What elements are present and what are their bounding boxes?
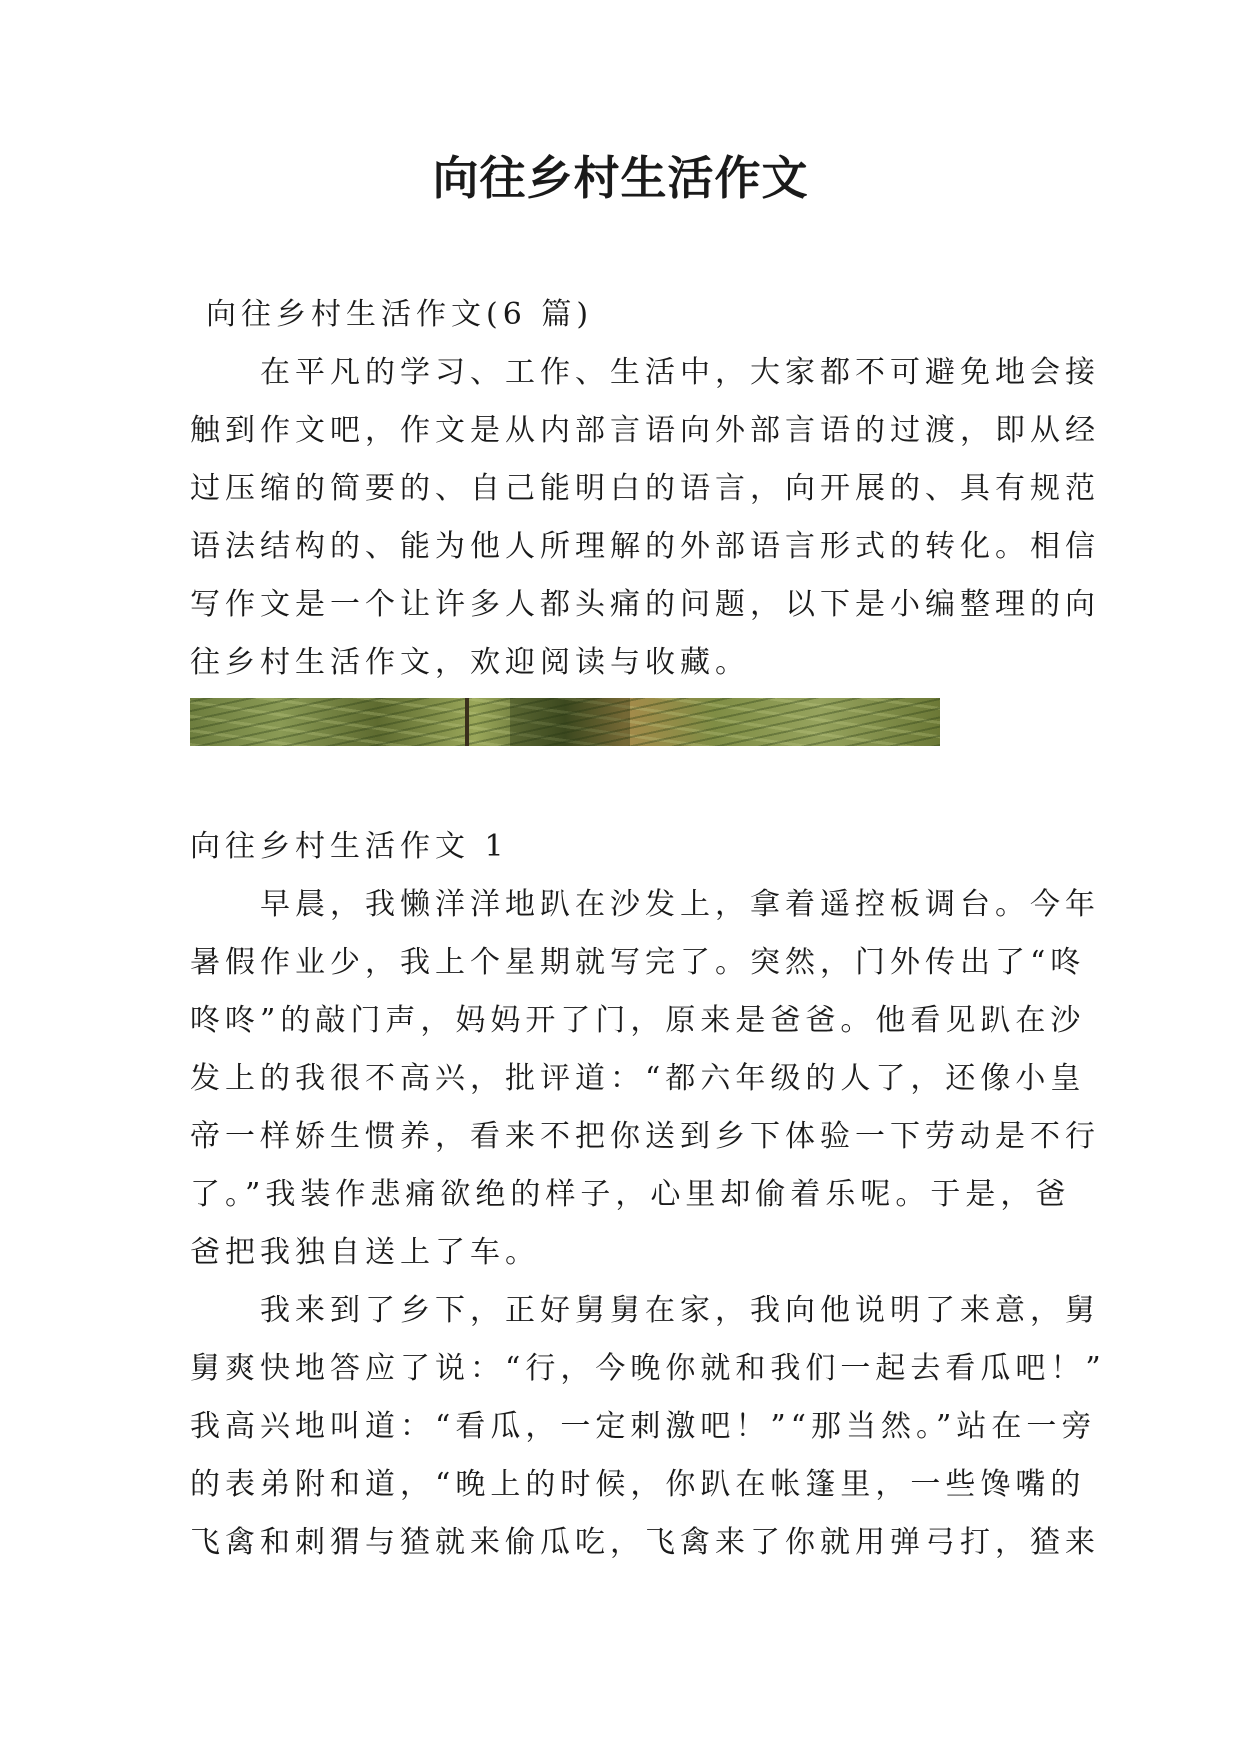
intro-line: 写作文是一个让许多人都头痛的问题，以下是小编整理的向	[190, 587, 1100, 622]
paragraph-line: 飞禽和刺猬与猹就来偷瓜吃，飞禽来了你就用弹弓打，猹来	[190, 1525, 1100, 1560]
spacer	[190, 746, 1052, 818]
paragraph-line: 发上的我很不高兴，批评道：“都六年级的人了，还像小皇	[190, 1061, 1086, 1096]
document-body	[190, 286, 1106, 1572]
paragraph-line: 暑假作业少，我上个星期就写完了。突然，门外传出了“咚	[190, 945, 1086, 980]
field-pole	[465, 698, 469, 746]
paragraph-line: 了。”我装作悲痛欲绝的样子，心里却偷着乐呢。于是，爸	[190, 1177, 1071, 1212]
paragraph-line: 我来到了乡下，正好舅舅在家，我向他说明了来意，舅	[190, 1293, 1100, 1328]
paragraph-line: 爸把我独自送上了车。	[190, 1235, 540, 1270]
paragraph-line: 咚咚”的敲门声，妈妈开了门，原来是爸爸。他看见趴在沙	[190, 1003, 1086, 1038]
paragraph-line: 的表弟附和道，“晚上的时候，你趴在帐篷里，一些馋嘴的	[190, 1467, 1086, 1502]
intro-line: 过压缩的简要的、自己能明白的语言，向开展的、具有规范	[190, 471, 1100, 506]
countryside-field-image	[190, 698, 940, 746]
page-title: 向往乡村生活作文	[432, 151, 809, 205]
section-heading: 向往乡村生活作文 1	[190, 829, 509, 864]
paragraph-line: 帝一样娇生惯养，看来不把你送到乡下体验一下劳动是不行	[190, 1119, 1100, 1154]
intro-line: 往乡村生活作文，欢迎阅读与收藏。	[190, 645, 750, 680]
intro-line: 在平凡的学习、工作、生活中，大家都不可避免地会接	[190, 355, 1100, 390]
paragraph-line: 早晨，我懒洋洋地趴在沙发上，拿着遥控板调台。今年	[190, 887, 1100, 922]
paragraph-line: 舅爽快地答应了说：“行，今晚你就和我们一起去看瓜吧！”	[190, 1351, 1106, 1386]
intro-line: 语法结构的、能为他人所理解的外部语言形式的转化。相信	[190, 529, 1100, 564]
field-shadow	[510, 698, 630, 746]
paragraph-line: 我高兴地叫道：“看瓜，一定刺激吧！”“那当然。”站在一旁	[190, 1409, 1097, 1444]
intro-line: 触到作文吧，作文是从内部言语向外部言语的过渡，即从经	[190, 413, 1100, 448]
document-subtitle: 向往乡村生活作文(6 篇)	[206, 297, 594, 332]
